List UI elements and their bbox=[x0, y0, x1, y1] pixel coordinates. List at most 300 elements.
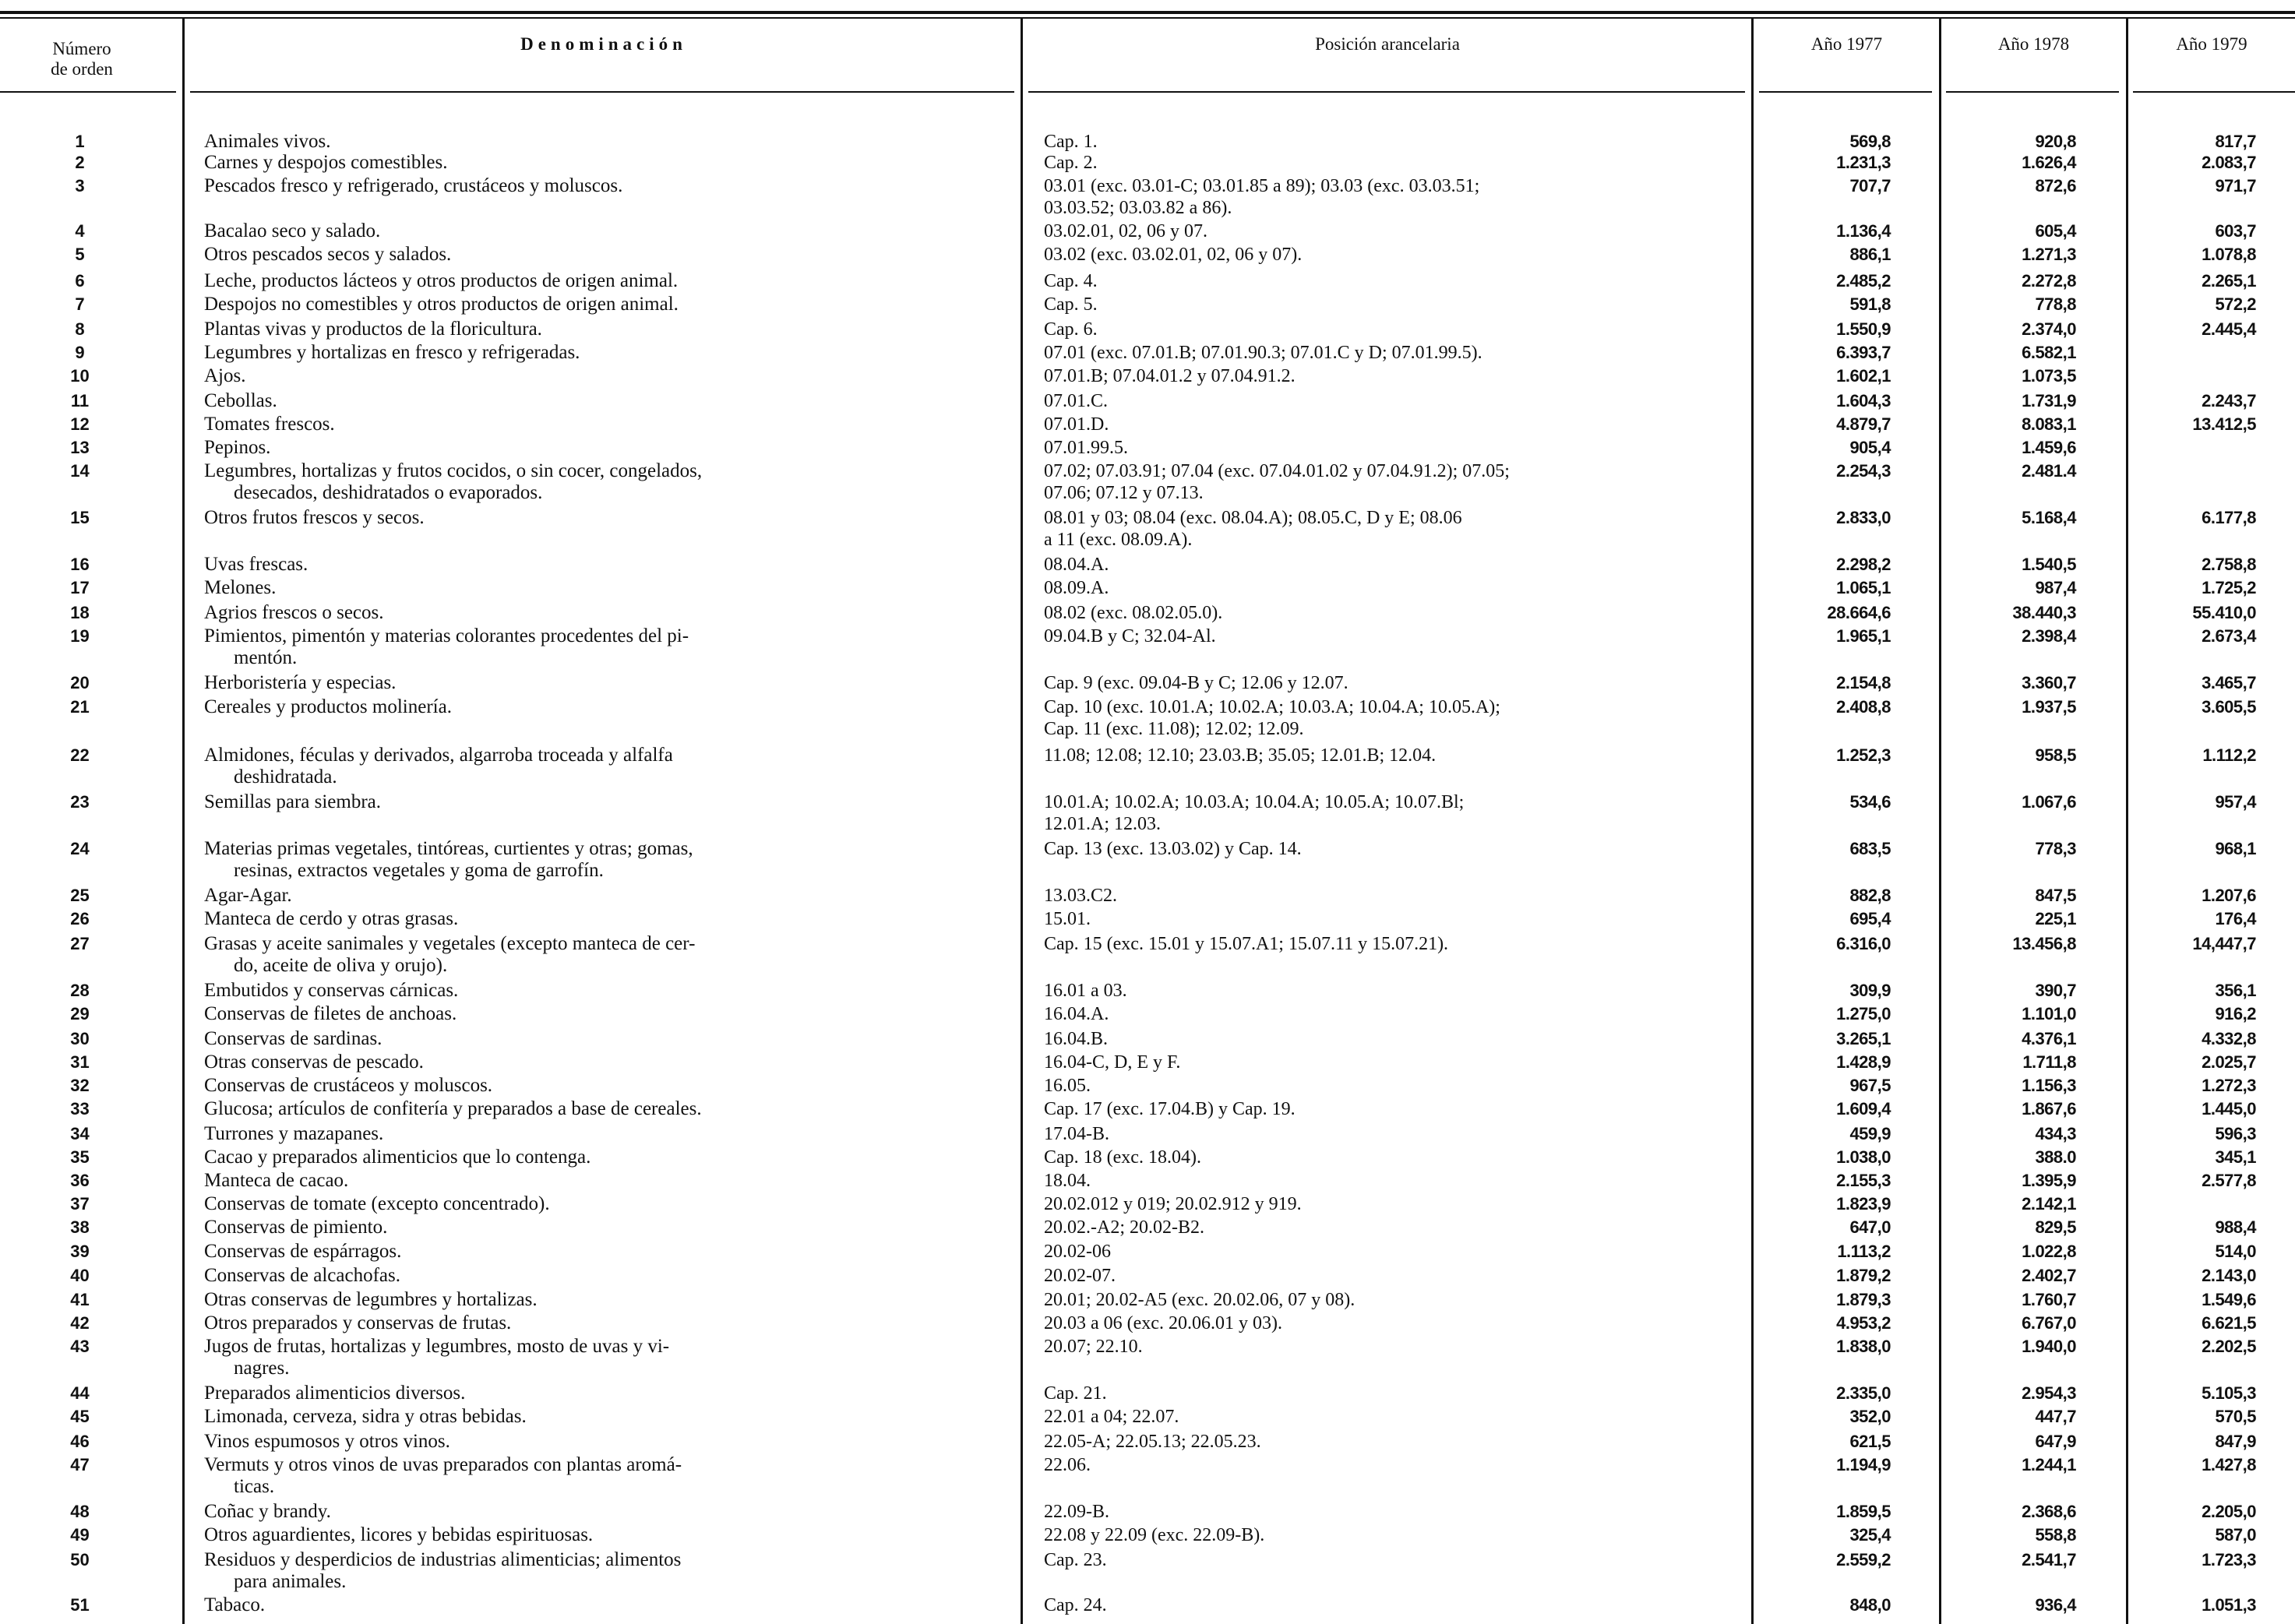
denominacion: Limonada, cerveza, sidra y otras bebidas. bbox=[204, 1406, 527, 1427]
value-1978: 6.582,1 bbox=[2022, 343, 2076, 362]
row-number: 13 bbox=[70, 438, 90, 457]
header-posicion-arancelaria: Posición arancelaria bbox=[1315, 34, 1460, 54]
posicion-arancelaria: Cap. 9 (exc. 09.04-B y C; 12.06 y 12.07. bbox=[1044, 673, 1348, 693]
denominacion: Embutidos y conservas cárnicas. bbox=[204, 980, 459, 1001]
posicion-arancelaria: 03.02.01, 02, 06 y 07. bbox=[1044, 221, 1207, 241]
value-1977: 621,5 bbox=[1849, 1432, 1891, 1451]
header-denominacion: Denominación bbox=[520, 34, 687, 54]
value-1977: 2.485,2 bbox=[1836, 271, 1891, 291]
value-1978: 4.376,1 bbox=[2022, 1029, 2076, 1048]
value-1979: 1.723,3 bbox=[2202, 1550, 2256, 1569]
value-1977: 647,0 bbox=[1849, 1217, 1891, 1237]
row-number: 22 bbox=[70, 745, 90, 765]
posicion-arancelaria: 18.04. bbox=[1044, 1171, 1091, 1191]
value-1977: 4.953,2 bbox=[1836, 1313, 1891, 1333]
value-1979: 968,1 bbox=[2215, 839, 2256, 858]
denominacion: Leche, productos lácteos y otros productos de origen animal. bbox=[204, 270, 679, 291]
row-number: 41 bbox=[70, 1290, 90, 1309]
value-1979: 847,9 bbox=[2215, 1432, 2256, 1451]
posicion-arancelaria: 20.02-07. bbox=[1044, 1266, 1116, 1286]
posicion-arancelaria: Cap. 13 (exc. 13.03.02) y Cap. 14. bbox=[1044, 839, 1302, 859]
value-1977: 325,4 bbox=[1849, 1525, 1891, 1545]
row-number: 16 bbox=[70, 555, 90, 574]
posicion-arancelaria: Cap. 4. bbox=[1044, 271, 1098, 291]
value-1979: 570,5 bbox=[2215, 1407, 2256, 1426]
value-1977: 1.604,3 bbox=[1836, 391, 1891, 410]
denominacion: Conservas de crustáceos y moluscos. bbox=[204, 1075, 493, 1096]
value-1979: 587,0 bbox=[2215, 1525, 2256, 1545]
value-1978: 829,5 bbox=[2035, 1217, 2076, 1237]
value-1977: 459,9 bbox=[1849, 1124, 1891, 1143]
value-1977: 1.038,0 bbox=[1836, 1147, 1891, 1167]
posicion-arancelaria: 08.01 y 03; 08.04 (exc. 08.04.A); 08.05.C, D y E; 08.06 a 11 (exc. 08.09.A). bbox=[1044, 508, 1462, 550]
value-1977: 28.664,6 bbox=[1827, 603, 1891, 622]
header-underline bbox=[1946, 91, 2119, 93]
value-1978: 558,8 bbox=[2035, 1525, 2076, 1545]
row-number: 11 bbox=[70, 391, 90, 410]
denominacion: Otros pescados secos y salados. bbox=[204, 244, 452, 265]
row-number: 19 bbox=[70, 626, 90, 646]
value-1977: 2.335,0 bbox=[1836, 1383, 1891, 1403]
denominacion: Ajos. bbox=[204, 365, 246, 386]
header-underline bbox=[1028, 91, 1745, 93]
row-number: 26 bbox=[70, 909, 90, 928]
posicion-arancelaria: Cap. 23. bbox=[1044, 1550, 1107, 1570]
row-number: 49 bbox=[70, 1525, 90, 1545]
header-underline bbox=[1759, 91, 1932, 93]
value-1979: 14,447,7 bbox=[2192, 934, 2256, 953]
value-1977: 2.155,3 bbox=[1836, 1171, 1891, 1190]
value-1979: 356,1 bbox=[2215, 981, 2256, 1000]
value-1978: 1.459,6 bbox=[2022, 438, 2076, 457]
row-number: 1 bbox=[75, 132, 85, 151]
denominacion: Vinos espumosos y otros vinos. bbox=[204, 1431, 450, 1452]
row-number: 17 bbox=[70, 578, 90, 597]
header-year-1979: Año 1979 bbox=[2176, 34, 2247, 54]
posicion-arancelaria: 16.01 a 03. bbox=[1044, 981, 1127, 1001]
row-number: 21 bbox=[70, 697, 90, 717]
posicion-arancelaria: 07.01.99.5. bbox=[1044, 438, 1128, 458]
value-1977: 309,9 bbox=[1849, 981, 1891, 1000]
denominacion: Legumbres, hortalizas y frutos cocidos, o sin cocer, congelados, desecados, deshidratados o evaporados. bbox=[204, 460, 703, 503]
value-1978: 38.440,3 bbox=[2012, 603, 2076, 622]
posicion-arancelaria: 07.01.D. bbox=[1044, 414, 1109, 435]
value-1979: 2.243,7 bbox=[2202, 391, 2256, 410]
value-1978: 2.142,1 bbox=[2022, 1194, 2076, 1214]
denominacion: Pimientos, pimentón y materias colorantes procedentes del pi- mentón. bbox=[204, 625, 689, 668]
row-number: 8 bbox=[75, 319, 85, 339]
value-1978: 1.073,5 bbox=[2022, 366, 2076, 386]
value-1979: 1.272,3 bbox=[2202, 1076, 2256, 1095]
posicion-arancelaria: 03.02 (exc. 03.02.01, 02, 06 y 07). bbox=[1044, 245, 1303, 265]
value-1979: 988,4 bbox=[2215, 1217, 2256, 1237]
denominacion: Materias primas vegetales, tintóreas, curtientes y otras; gomas, resinas, extractos vegetales y goma de garrofín. bbox=[204, 838, 693, 881]
value-1979: 2.673,4 bbox=[2202, 626, 2256, 646]
value-1979: 176,4 bbox=[2215, 909, 2256, 928]
posicion-arancelaria: 08.04.A. bbox=[1044, 555, 1109, 575]
posicion-arancelaria: Cap. 10 (exc. 10.01.A; 10.02.A; 10.03.A; 10.04.A; 10.05.A); Cap. 11 (exc. 11.08); 12.02; 12.09. bbox=[1044, 697, 1500, 739]
value-1977: 1.065,1 bbox=[1836, 578, 1891, 597]
denominacion: Tabaco. bbox=[204, 1594, 266, 1615]
row-number: 24 bbox=[70, 839, 90, 858]
denominacion: Pescados fresco y refrigerado, crustáceos y moluscos. bbox=[204, 175, 623, 196]
value-1977: 1.231,3 bbox=[1836, 153, 1891, 172]
posicion-arancelaria: 16.04.A. bbox=[1044, 1004, 1109, 1024]
value-1978: 1.156,3 bbox=[2022, 1076, 2076, 1095]
posicion-arancelaria: 22.06. bbox=[1044, 1455, 1091, 1475]
row-number: 37 bbox=[70, 1194, 90, 1214]
value-1978: 778,3 bbox=[2035, 839, 2076, 858]
value-1977: 848,0 bbox=[1849, 1595, 1891, 1615]
row-number: 25 bbox=[70, 886, 90, 905]
row-number: 20 bbox=[70, 673, 90, 692]
denominacion: Otras conservas de pescado. bbox=[204, 1052, 424, 1073]
row-number: 9 bbox=[75, 343, 85, 362]
row-number: 45 bbox=[70, 1407, 90, 1426]
value-1979: 3.465,7 bbox=[2202, 673, 2256, 692]
value-1979: 6.621,5 bbox=[2202, 1313, 2256, 1333]
value-1978: 447,7 bbox=[2035, 1407, 2076, 1426]
value-1977: 1.879,3 bbox=[1836, 1290, 1891, 1309]
value-1978: 2.272,8 bbox=[2022, 271, 2076, 291]
posicion-arancelaria: 16.05. bbox=[1044, 1076, 1091, 1096]
posicion-arancelaria: 07.01.C. bbox=[1044, 391, 1109, 411]
value-1978: 605,4 bbox=[2035, 221, 2076, 241]
value-1979: 3.605,5 bbox=[2202, 697, 2256, 717]
denominacion: Otras conservas de legumbres y hortalizas. bbox=[204, 1289, 538, 1310]
value-1979: 2.083,7 bbox=[2202, 153, 2256, 172]
header-year-1978: Año 1978 bbox=[1997, 34, 2070, 54]
row-number: 39 bbox=[70, 1242, 90, 1261]
denominacion: Manteca de cerdo y otras grasas. bbox=[204, 908, 459, 929]
row-number: 42 bbox=[70, 1313, 90, 1333]
denominacion: Grasas y aceite sanimales y vegetales (excepto manteca de cer- do, aceite de oliva y orujo). bbox=[204, 933, 696, 976]
denominacion: Otros preparados y conservas de frutas. bbox=[204, 1312, 512, 1333]
row-number: 46 bbox=[70, 1432, 90, 1451]
value-1977: 1.859,5 bbox=[1836, 1502, 1891, 1521]
denominacion: Conservas de espárragos. bbox=[204, 1241, 402, 1262]
top-rule-thin bbox=[0, 17, 2295, 19]
row-number: 18 bbox=[70, 603, 90, 622]
value-1978: 8.083,1 bbox=[2022, 414, 2076, 434]
value-1978: 872,6 bbox=[2035, 176, 2076, 196]
value-1978: 434,3 bbox=[2035, 1124, 2076, 1143]
value-1977: 967,5 bbox=[1849, 1076, 1891, 1095]
value-1977: 569,8 bbox=[1849, 132, 1891, 151]
value-1978: 1.395,9 bbox=[2022, 1171, 2076, 1190]
value-1979: 5.105,3 bbox=[2202, 1383, 2256, 1403]
value-1979: 596,3 bbox=[2215, 1124, 2256, 1143]
posicion-arancelaria: 20.07; 22.10. bbox=[1044, 1337, 1143, 1357]
row-number: 50 bbox=[70, 1550, 90, 1569]
posicion-arancelaria: Cap. 1. bbox=[1044, 132, 1098, 152]
value-1979: 1.445,0 bbox=[2202, 1099, 2256, 1118]
header-numero-de-orden: Número de orden bbox=[51, 39, 113, 79]
value-1977: 534,6 bbox=[1849, 792, 1891, 812]
row-number: 2 bbox=[75, 153, 85, 172]
row-number: 7 bbox=[75, 294, 85, 314]
value-1978: 2.481.4 bbox=[2022, 461, 2076, 481]
value-1977: 683,5 bbox=[1849, 839, 1891, 858]
value-1978: 847,5 bbox=[2035, 886, 2076, 905]
row-number: 51 bbox=[70, 1595, 90, 1615]
value-1978: 920,8 bbox=[2035, 132, 2076, 151]
denominacion: Pepinos. bbox=[204, 437, 271, 458]
value-1979: 971,7 bbox=[2215, 176, 2256, 196]
posicion-arancelaria: 16.04.B. bbox=[1044, 1029, 1109, 1049]
denominacion: Animales vivos. bbox=[204, 131, 331, 152]
row-number: 29 bbox=[70, 1004, 90, 1023]
value-1979: 2.577,8 bbox=[2202, 1171, 2256, 1190]
value-1979: 345,1 bbox=[2215, 1147, 2256, 1167]
denominacion: Turrones y mazapanes. bbox=[204, 1123, 384, 1144]
posicion-arancelaria: 07.02; 07.03.91; 07.04 (exc. 07.04.01.02 y 07.04.91.2); 07.05; 07.06; 07.12 y 07.13. bbox=[1044, 461, 1510, 503]
value-1977: 1.879,2 bbox=[1836, 1266, 1891, 1285]
row-number: 14 bbox=[70, 461, 90, 481]
row-number: 28 bbox=[70, 981, 90, 1000]
value-1977: 591,8 bbox=[1849, 294, 1891, 314]
row-number: 35 bbox=[70, 1147, 90, 1167]
value-1979: 916,2 bbox=[2215, 1004, 2256, 1023]
value-1977: 1.965,1 bbox=[1836, 626, 1891, 646]
denominacion: Vermuts y otros vinos de uvas preparados con plantas aromá- ticas. bbox=[204, 1454, 682, 1497]
row-number: 10 bbox=[70, 366, 90, 386]
value-1979: 2.265,1 bbox=[2202, 271, 2256, 291]
posicion-arancelaria: 11.08; 12.08; 12.10; 23.03.B; 35.05; 12.01.B; 12.04. bbox=[1044, 745, 1437, 766]
value-1978: 987,4 bbox=[2035, 578, 2076, 597]
posicion-arancelaria: 13.03.C2. bbox=[1044, 886, 1118, 906]
header-year-1977: Año 1977 bbox=[1810, 34, 1883, 54]
row-number: 36 bbox=[70, 1171, 90, 1190]
denominacion: Coñac y brandy. bbox=[204, 1501, 331, 1522]
value-1977: 2.559,2 bbox=[1836, 1550, 1891, 1569]
value-1979: 2.143,0 bbox=[2202, 1266, 2256, 1285]
denominacion: Conservas de alcachofas. bbox=[204, 1265, 400, 1286]
value-1978: 1.067,6 bbox=[2022, 792, 2076, 812]
value-1978: 1.022,8 bbox=[2022, 1242, 2076, 1261]
top-rule-thick bbox=[0, 11, 2295, 14]
row-number: 48 bbox=[70, 1502, 90, 1521]
posicion-arancelaria: 20.02.-A2; 20.02-B2. bbox=[1044, 1217, 1204, 1238]
value-1977: 1.838,0 bbox=[1836, 1337, 1891, 1356]
value-1977: 1.252,3 bbox=[1836, 745, 1891, 765]
denominacion: Despojos no comestibles y otros productos de origen animal. bbox=[204, 294, 679, 315]
posicion-arancelaria: 03.01 (exc. 03.01-C; 03.01.85 a 89); 03.03 (exc. 03.03.51; 03.03.52; 03.03.82 a 86). bbox=[1044, 176, 1480, 218]
denominacion: Uvas frescas. bbox=[204, 554, 308, 575]
value-1978: 958,5 bbox=[2035, 745, 2076, 765]
value-1977: 2.298,2 bbox=[1836, 555, 1891, 574]
value-1978: 1.731,9 bbox=[2022, 391, 2076, 410]
row-number: 27 bbox=[70, 934, 90, 953]
denominacion: Conservas de pimiento. bbox=[204, 1217, 388, 1238]
value-1978: 2.954,3 bbox=[2022, 1383, 2076, 1403]
value-1979: 2.445,4 bbox=[2202, 319, 2256, 339]
value-1977: 1.113,2 bbox=[1837, 1242, 1891, 1261]
denominacion: Agar-Agar. bbox=[204, 885, 292, 906]
column-divider bbox=[182, 19, 185, 1624]
posicion-arancelaria: Cap. 21. bbox=[1044, 1383, 1107, 1404]
denominacion: Plantas vivas y productos de la floricultura. bbox=[204, 319, 542, 340]
value-1979: 2.205,0 bbox=[2202, 1502, 2256, 1521]
row-number: 47 bbox=[70, 1455, 90, 1474]
row-number: 6 bbox=[75, 271, 85, 291]
value-1977: 1.275,0 bbox=[1836, 1004, 1891, 1023]
posicion-arancelaria: 07.01.B; 07.04.01.2 y 07.04.91.2. bbox=[1044, 366, 1296, 386]
row-number: 31 bbox=[70, 1052, 90, 1072]
value-1978: 1.626,4 bbox=[2022, 153, 2076, 172]
denominacion: Tomates frescos. bbox=[204, 414, 335, 435]
posicion-arancelaria: 20.01; 20.02-A5 (exc. 20.02.06, 07 y 08). bbox=[1044, 1290, 1355, 1310]
value-1979: 1.078,8 bbox=[2202, 245, 2256, 264]
value-1979: 13.412,5 bbox=[2192, 414, 2256, 434]
value-1977: 1.136,4 bbox=[1836, 221, 1891, 241]
value-1978: 1.244,1 bbox=[2022, 1455, 2076, 1474]
value-1977: 1.194,9 bbox=[1836, 1455, 1891, 1474]
value-1977: 2.833,0 bbox=[1836, 508, 1891, 527]
value-1979: 1.112,2 bbox=[2202, 745, 2256, 765]
row-number: 15 bbox=[70, 508, 90, 527]
posicion-arancelaria: 08.09.A. bbox=[1044, 578, 1109, 598]
header-underline bbox=[190, 91, 1014, 93]
value-1977: 882,8 bbox=[1849, 886, 1891, 905]
value-1978: 3.360,7 bbox=[2022, 673, 2076, 692]
row-number: 40 bbox=[70, 1266, 90, 1285]
row-number: 30 bbox=[70, 1029, 90, 1048]
posicion-arancelaria: 09.04.B y C; 32.04-Al. bbox=[1044, 626, 1216, 646]
denominacion: Otros frutos frescos y secos. bbox=[204, 507, 425, 528]
value-1978: 1.760,7 bbox=[2022, 1290, 2076, 1309]
denominacion: Agrios frescos o secos. bbox=[204, 602, 384, 623]
posicion-arancelaria: 22.05-A; 22.05.13; 22.05.23. bbox=[1044, 1432, 1261, 1452]
value-1978: 2.368,6 bbox=[2022, 1502, 2076, 1521]
value-1978: 1.540,5 bbox=[2022, 555, 2076, 574]
value-1979: 2.202,5 bbox=[2202, 1337, 2256, 1356]
value-1978: 1.271,3 bbox=[2022, 245, 2076, 264]
row-number: 34 bbox=[70, 1124, 90, 1143]
denominacion: Manteca de cacao. bbox=[204, 1170, 349, 1191]
denominacion: Almidones, féculas y derivados, algarroba troceada y alfalfa deshidratada. bbox=[204, 745, 673, 787]
value-1978: 388.0 bbox=[2035, 1147, 2076, 1167]
row-number: 44 bbox=[70, 1383, 90, 1403]
row-number: 32 bbox=[70, 1076, 90, 1095]
denominacion: Bacalao seco y salado. bbox=[204, 220, 381, 241]
value-1977: 695,4 bbox=[1849, 909, 1891, 928]
value-1979: 572,2 bbox=[2215, 294, 2256, 314]
posicion-arancelaria: 22.09-B. bbox=[1044, 1502, 1109, 1522]
posicion-arancelaria: Cap. 17 (exc. 17.04.B) y Cap. 19. bbox=[1044, 1099, 1296, 1119]
row-number: 3 bbox=[75, 176, 85, 196]
value-1978: 5.168,4 bbox=[2022, 508, 2076, 527]
row-number: 23 bbox=[70, 792, 90, 812]
value-1977: 1.823,9 bbox=[1836, 1194, 1891, 1214]
value-1977: 1.609,4 bbox=[1836, 1099, 1891, 1118]
value-1977: 1.428,9 bbox=[1836, 1052, 1891, 1072]
value-1978: 2.398,4 bbox=[2022, 626, 2076, 646]
posicion-arancelaria: 16.04-C, D, E y F. bbox=[1044, 1052, 1181, 1073]
value-1977: 905,4 bbox=[1849, 438, 1891, 457]
posicion-arancelaria: 20.02-06 bbox=[1044, 1242, 1111, 1262]
value-1979: 514,0 bbox=[2215, 1242, 2256, 1261]
value-1978: 2.541,7 bbox=[2022, 1550, 2076, 1569]
value-1977: 2.154,8 bbox=[1836, 673, 1891, 692]
value-1978: 390,7 bbox=[2035, 981, 2076, 1000]
value-1979: 1.207,6 bbox=[2202, 886, 2256, 905]
posicion-arancelaria: Cap. 5. bbox=[1044, 294, 1098, 315]
denominacion: Jugos de frutas, hortalizas y legumbres, mosto de uvas y vi- nagres. bbox=[204, 1336, 670, 1379]
value-1978: 225,1 bbox=[2035, 909, 2076, 928]
posicion-arancelaria: 22.01 a 04; 22.07. bbox=[1044, 1407, 1179, 1427]
denominacion: Cacao y preparados alimenticios que lo contenga. bbox=[204, 1147, 591, 1168]
value-1978: 6.767,0 bbox=[2022, 1313, 2076, 1333]
value-1978: 1.867,6 bbox=[2022, 1099, 2076, 1118]
posicion-arancelaria: Cap. 2. bbox=[1044, 153, 1098, 173]
row-number: 43 bbox=[70, 1337, 90, 1356]
posicion-arancelaria: 17.04-B. bbox=[1044, 1124, 1109, 1144]
posicion-arancelaria: 10.01.A; 10.02.A; 10.03.A; 10.04.A; 10.05.A; 10.07.Bl; 12.01.A; 12.03. bbox=[1044, 792, 1465, 834]
value-1977: 886,1 bbox=[1849, 245, 1891, 264]
value-1979: 55.410,0 bbox=[2192, 603, 2256, 622]
denominacion: Semillas para siembra. bbox=[204, 791, 382, 812]
posicion-arancelaria: Cap. 24. bbox=[1044, 1595, 1107, 1615]
value-1979: 4.332,8 bbox=[2202, 1029, 2256, 1048]
value-1978: 1.937,5 bbox=[2022, 697, 2076, 717]
value-1977: 6.316,0 bbox=[1836, 934, 1891, 953]
posicion-arancelaria: Cap. 6. bbox=[1044, 319, 1098, 340]
value-1977: 1.550,9 bbox=[1836, 319, 1891, 339]
denominacion: Melones. bbox=[204, 577, 277, 598]
row-number: 4 bbox=[75, 221, 85, 241]
posicion-arancelaria: Cap. 18 (exc. 18.04). bbox=[1044, 1147, 1201, 1168]
row-number: 33 bbox=[70, 1099, 90, 1118]
denominacion: Glucosa; artículos de confitería y preparados a base de cereales. bbox=[204, 1098, 702, 1119]
posicion-arancelaria: 20.03 a 06 (exc. 20.06.01 y 03). bbox=[1044, 1313, 1282, 1333]
value-1978: 1.940,0 bbox=[2022, 1337, 2076, 1356]
value-1977: 707,7 bbox=[1849, 176, 1891, 196]
value-1977: 1.602,1 bbox=[1836, 366, 1891, 386]
header-underline bbox=[0, 91, 176, 93]
denominacion: Conservas de sardinas. bbox=[204, 1028, 382, 1049]
value-1978: 2.374,0 bbox=[2022, 319, 2076, 339]
denominacion: Cereales y productos molinería. bbox=[204, 696, 452, 717]
value-1977: 2.254,3 bbox=[1836, 461, 1891, 481]
value-1978: 1.711,8 bbox=[2022, 1052, 2076, 1072]
value-1978: 13.456,8 bbox=[2012, 934, 2076, 953]
header-underline bbox=[2133, 91, 2295, 93]
denominacion: Conservas de filetes de anchoas. bbox=[204, 1003, 457, 1024]
denominacion: Cebollas. bbox=[204, 390, 277, 411]
row-number: 5 bbox=[75, 245, 85, 264]
value-1979: 817,7 bbox=[2215, 132, 2256, 151]
posicion-arancelaria: 20.02.012 y 019; 20.02.912 y 919. bbox=[1044, 1194, 1302, 1214]
posicion-arancelaria: 07.01 (exc. 07.01.B; 07.01.90.3; 07.01.C y D; 07.01.99.5). bbox=[1044, 343, 1482, 363]
posicion-arancelaria: 15.01. bbox=[1044, 909, 1091, 929]
posicion-arancelaria: Cap. 15 (exc. 15.01 y 15.07.A1; 15.07.11 y 15.07.21). bbox=[1044, 934, 1449, 954]
denominacion: Herboristería y especias. bbox=[204, 672, 397, 693]
denominacion: Carnes y despojos comestibles. bbox=[204, 152, 448, 173]
value-1979: 2.758,8 bbox=[2202, 555, 2256, 574]
denominacion: Preparados alimenticios diversos. bbox=[204, 1383, 466, 1404]
value-1977: 2.408,8 bbox=[1836, 697, 1891, 717]
value-1979: 1.051,3 bbox=[2202, 1595, 2256, 1615]
value-1979: 6.177,8 bbox=[2202, 508, 2256, 527]
value-1977: 4.879,7 bbox=[1836, 414, 1891, 434]
denominacion: Conservas de tomate (excepto concentrado). bbox=[204, 1193, 550, 1214]
value-1978: 936,4 bbox=[2035, 1595, 2076, 1615]
value-1979: 1.725,2 bbox=[2202, 578, 2256, 597]
value-1977: 352,0 bbox=[1849, 1407, 1891, 1426]
value-1979: 1.549,6 bbox=[2202, 1290, 2256, 1309]
value-1978: 647,9 bbox=[2035, 1432, 2076, 1451]
